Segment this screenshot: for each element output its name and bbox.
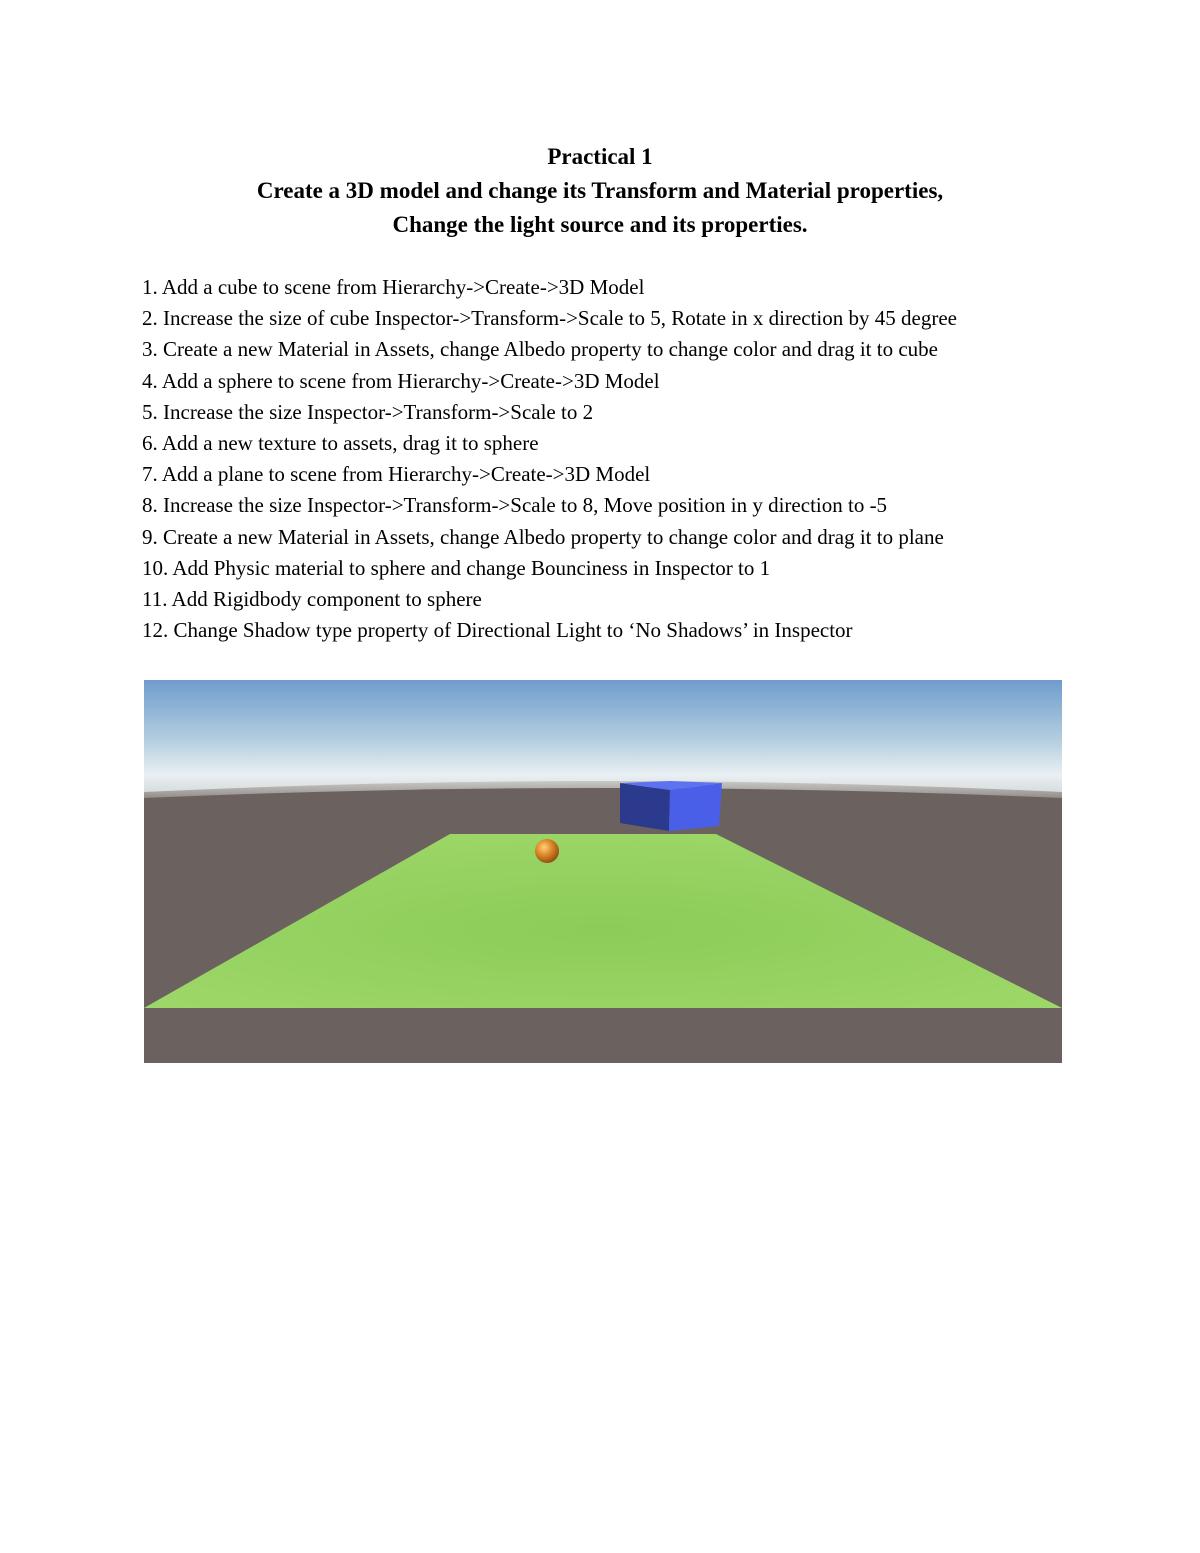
document-heading <box>0 140 1200 242</box>
step-11: 11. Add Rigidbody component to sphere <box>142 587 482 612</box>
step-6: 6. Add a new texture to assets, drag it to sphere <box>142 431 539 456</box>
step-4: 4. Add a sphere to scene from Hierarchy->Create->3D Model <box>142 368 660 393</box>
ground-front <box>144 1009 1062 1063</box>
step-2: 2. Increase the size of cube Inspector->Transform->Scale to 5, Rotate in x direction by 45 degree <box>142 306 957 331</box>
practical-subtitle-line-2: Change the light source and its properties. <box>392 212 808 237</box>
unity-scene-screenshot <box>144 680 1062 1063</box>
step-8: 8. Increase the size Inspector->Transform->Scale to 8, Move position in y direction to -5 <box>142 493 888 518</box>
step-3: 3. Create a new Material in Assets, change Albedo property to change color and drag it to cube <box>142 337 938 362</box>
step-10: 10. Add Physic material to sphere and change Bounciness in Inspector to 1 <box>142 555 771 580</box>
orange-sphere <box>535 839 559 863</box>
cube-dark-face <box>620 783 670 831</box>
step-12: 12. Change Shadow type property of Directional Light to ‘No Shadows’ in Inspector <box>142 618 853 643</box>
step-1: 1. Add a cube to scene from Hierarchy->Create->3D Model <box>142 275 645 299</box>
steps-list <box>142 272 957 646</box>
practical-title: Practical 1 <box>547 144 653 169</box>
step-5: 5. Increase the size Inspector->Transform->Scale to 2 <box>142 399 594 424</box>
cube-light-face <box>669 783 722 831</box>
sky <box>144 680 1062 792</box>
step-7: 7. Add a plane to scene from Hierarchy->Create->3D Model <box>142 462 651 487</box>
step-9: 9. Create a new Material in Assets, change Albedo property to change color and drag it to plane <box>142 524 944 549</box>
practical-subtitle-line-1: Create a 3D model and change its Transform and Material properties, <box>256 178 944 203</box>
